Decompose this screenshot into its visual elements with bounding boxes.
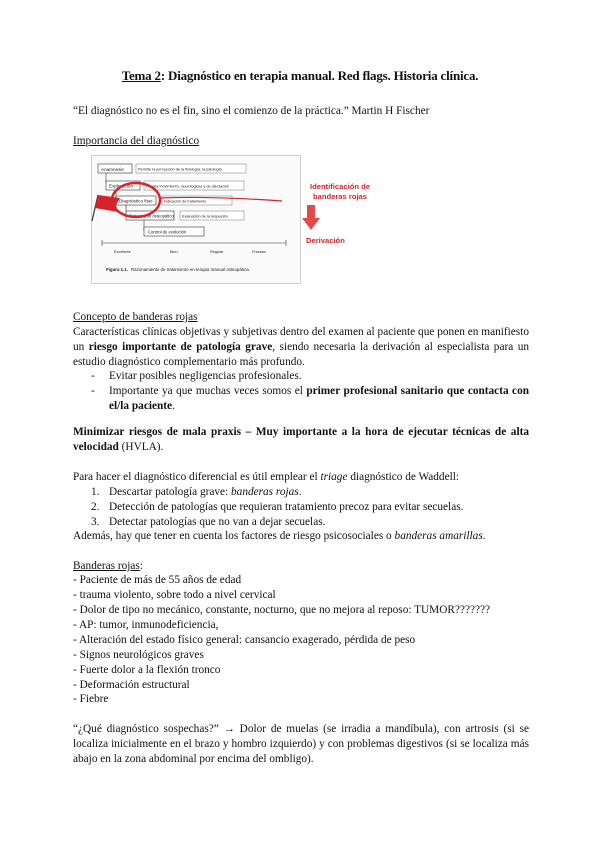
red-flag-item: - AP: tumor, inmunodeficiencia,: [73, 619, 219, 631]
concept-line-2: un riesgo importante de patología grave, siendo necesaria la derivación al especialista para un: [73, 341, 529, 353]
quote: “El diagnóstico no es el fin, sino el comienzo de la práctica.” Martin H Fischer: [73, 105, 430, 117]
red-flag-item: - trauma violento, sobre todo a nivel cervical: [73, 589, 276, 601]
minimize-line-1: Minimizar riesgos de mala praxis – Muy importante a la hora de ejecutar técnicas de alta: [73, 426, 529, 438]
title-prefix: Tema 2: [121, 68, 161, 83]
red-flag-item: - Paciente de más de 55 años de edad: [73, 574, 242, 586]
scale-fracaso: Fracaso: [252, 250, 266, 254]
scale-bien: Bien: [170, 250, 178, 254]
box-tratamiento-label: Tratamiento osteopático: [129, 213, 174, 219]
diagnosis-flowchart: [92, 156, 300, 283]
red-flag-item: - Fiebre: [73, 693, 109, 705]
red-flag-item: - Fuerte dolor a la flexión tronco: [73, 664, 221, 676]
annotation-derivacion: Derivación: [306, 236, 345, 245]
box-exploracion-desc-label: Prueba movimiento, neurológicas y de afectación: [146, 184, 229, 189]
scale-regular: Regular: [210, 250, 224, 254]
annotation-red-flags: Identificación de banderas rojas: [310, 182, 370, 201]
waddell-also: Además, hay que tener en cuenta los factores de riesgo psicosociales o banderas amarillas.: [73, 530, 486, 542]
red-flag-item: - Alteración del estado físico general: cansancio exagerado, pérdida de peso: [73, 634, 416, 646]
scale-excelente: Excelente: [114, 250, 131, 254]
concept-bullet-1: Evitar posibles negligencias profesionales.: [109, 370, 302, 382]
page-title: [0, 68, 600, 84]
down-arrow-icon: [302, 205, 320, 231]
concept-line-1: Características clínicas objetivas y subjetivas dentro del examen al paciente que ponen en manifiesto: [73, 326, 529, 338]
red-flag-item: - Dolor de tipo no mecánico, constante, nocturno, que no mejora al reposo: TUMOR???????: [73, 604, 491, 616]
concept-bullet-2-cont: el/la paciente.: [109, 400, 175, 412]
red-flag-icon: [88, 193, 122, 223]
document-page: Tema 2: Diagnóstico en terapia manual. Red flags. Historia clínica. “El diagnóstico no es el fin, sino el comienzo de la práctica.” Martin H Fischer Importancia del diagnóstico Anamnesis Permite la percepción de la fisiología, la patología. Exploración Prueba movimiento, neurológicas y de afectación Diagnóstico fisio Indicación de tratamiento Tratamiento osteopático Evaluación de la respuesta Control de evolución Excelente Bien Regular Fracaso Figura 1.1. Razonamiento de tratamiento en terapia manual osteopática. Identificación de banderas rojas Derivación Concepto de banderas rojas Características clínicas objetivas y subjetivas dentro del examen al paciente que ponen en manifiesto un riesgo importante de patología grave, siendo necesaria la derivación al especialista para un estudio diagnóstico complementario más profundo. - Evitar posibles negligencias profesionales. - Importante ya que muchas veces somos el primer profesional sanitario que contacta con el/la paciente. Minimizar riesgos de mala praxis – Muy importante a la hora de ejecutar técnicas de alta velocidad (HVLA). Para hacer el diagnóstico diferencial es útil emplear el triage diagnóstico de Waddell: 1. Descartar patología grave: banderas rojas. 2. Detección de patologías que requieran tratamiento precoz para evitar secuelas. 3. Detectar patologías que no van a dejar secuelas. Además, hay que tener en cuenta los factores de riesgo psicosociales o banderas amarillas. Banderas rojas: - Paciente de más de 55 años de edad - trauma violento, sobre todo a nivel cervical - Dolor de tipo no mecánico, constante, nocturno, que no mejora al reposo: TUMOR??????? - AP: tumor, inmunodeficiencia, - Alteración del estado físico general: cansancio exagerado, pérdida de peso - Signos neurológicos graves - Fuerte dolor a la flexión tronco - Deformación estructural - Fiebre “¿Qué diagnóstico sospechas?” → Dolor de muelas (se irradia a mandíbula), con artrosis (si se localiza inicialmente en el brazo y hombro izquierdo) y con problemas digestivos (si se localiza más abajo en la zona abdominal por encima del ombligo).: [0, 0, 600, 848]
red-flags-heading: Banderas rojas: [73, 560, 140, 572]
box-anamnesis-label: Anamnesis: [101, 167, 124, 172]
box-control-label: Control de evolución: [148, 229, 187, 235]
red-flag-item: - Deformación estructural: [73, 679, 190, 691]
box-anamnesis-desc-label: Permite la percepción de la fisiología, la patología.: [138, 167, 223, 172]
box-exploracion-label: Exploración: [109, 183, 134, 189]
waddell-intro: Para hacer el diagnóstico diferencial es útil emplear el triage diagnóstico de Waddell:: [73, 471, 460, 483]
waddell-item-2: Detección de patologías que requieran tratamiento precoz para evitar secuelas.: [109, 501, 464, 513]
box-diagnostico-desc-label: Indicación de tratamiento: [164, 199, 207, 204]
diagnosis-figure: [91, 155, 301, 284]
title-rest: : Diagnóstico en terapia manual. Red flags. Historia clínica.: [160, 68, 479, 83]
minimize-line-2: velocidad (HVLA).: [73, 441, 164, 453]
box-tratamiento-desc-label: Evaluación de la respuesta: [182, 214, 228, 219]
box-diagnostico-label: Diagnóstico fisio: [119, 198, 153, 204]
figure-caption-label: Figura 1.1.: [106, 267, 128, 272]
concept-line-3: estudio diagnóstico complementario más profundo.: [73, 356, 305, 368]
closing-line-2: localiza inicialmente en el brazo y hombro izquierdo) y con problemas digestivos (si se localiza más: [73, 738, 529, 750]
figure-caption-text: Razonamiento de tratamiento en terapia manual osteopática.: [131, 267, 250, 272]
concept-bold: riesgo importante de patología grave: [88, 341, 273, 353]
section-concept-heading: Concepto de banderas rojas: [73, 311, 198, 323]
section-importance-heading: Importancia del diagnóstico: [73, 135, 200, 147]
closing-line-3: abajo en la zona abdominal por encima del ombligo).: [73, 753, 314, 765]
red-flag-item: - Signos neurológicos graves: [73, 649, 204, 661]
concept-bullet-2: Importante ya que muchas veces somos el primer profesional sanitario que contacta con: [109, 385, 530, 397]
waddell-item-1: Descartar patología grave: banderas rojas.: [109, 486, 302, 498]
waddell-item-3: Detectar patologías que no van a dejar secuelas.: [109, 516, 326, 528]
closing-line-1: “¿Qué diagnóstico sospechas?” → Dolor de muelas (se irradia a mandíbula), con artrosis (si se: [73, 723, 529, 735]
